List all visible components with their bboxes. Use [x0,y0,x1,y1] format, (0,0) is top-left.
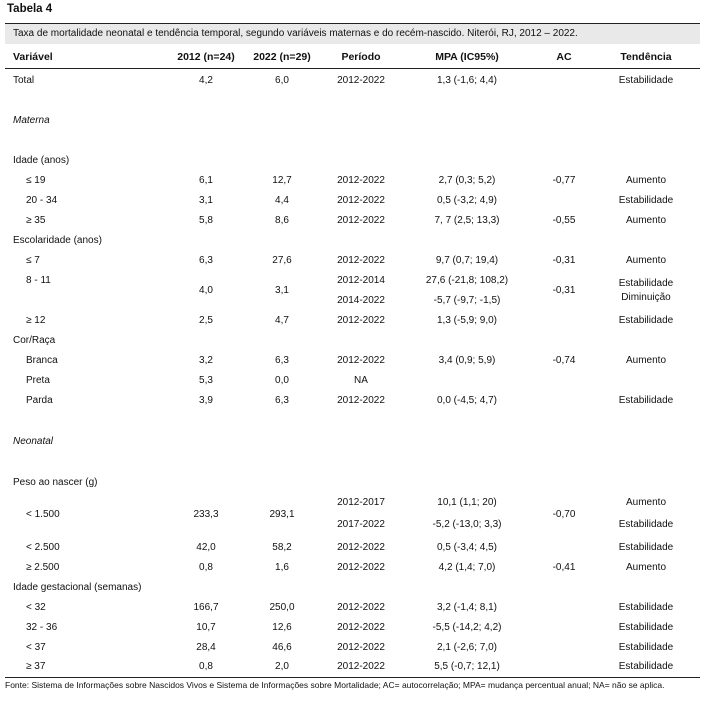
cell-periodo: 2012-2014 [337,275,385,286]
row-label: ≥ 12 [26,315,46,326]
cell-2022: 2,0 [275,661,289,672]
cell-tendencia: Estabilidade [618,315,674,326]
cell-mpa: 3,4 (0,9; 5,9) [438,355,496,366]
cell-periodo: 2012-2022 [337,175,385,186]
cell-tendencia: Aumento [625,355,667,366]
cell-tendencia: Estabilidade [618,542,674,553]
cell-mpa: 2,1 (-2,6; 7,0) [436,642,498,653]
cell-mpa: 7, 7 (2,5; 13,3) [434,215,500,226]
cell-mpa: 10,1 (1,1; 20) [437,497,497,508]
cell-2022: 6,3 [275,395,289,406]
cell-tendencia: Estabilidade [618,519,674,530]
cell-2012: 0,8 [199,661,213,672]
cell-periodo: 2012-2022 [337,661,385,672]
cell-mpa: 0,5 (-3,2; 4,9) [436,195,498,206]
header-2022: 2022 (n=29) [253,51,311,63]
cell-mpa: 0,0 (-4,5; 4,7) [436,395,498,406]
cell-periodo: 2014-2022 [337,295,385,306]
cell-tendencia: Estabilidade [618,642,674,653]
cell-2022: 4,7 [275,315,289,326]
cell-tendencia: Estabilidade [618,602,674,613]
cell-tendencia: Aumento [625,215,667,226]
group-idade: Idade (anos) [13,155,70,166]
cell-tendencia: Estabilidade [618,395,674,406]
row-label: Parda [26,395,53,406]
section-materna: Materna [13,115,50,126]
cell-2022: 0,0 [275,375,289,386]
cell-periodo: 2012-2017 [337,497,385,508]
cell-periodo: 2012-2022 [337,75,385,86]
header-mpa: MPA (IC95%) [435,51,499,63]
cell-tendencia: Estabilidade [618,195,674,206]
cell-2012: 6,3 [199,255,213,266]
caption-bar [5,23,700,44]
row-label: < 1.500 [26,509,60,520]
cell-periodo: 2012-2022 [337,195,385,206]
cell-2012: 233,3 [193,509,219,520]
cell-tendencia: Aumento [625,497,667,508]
cell-ac: -0,41 [552,562,576,573]
cell-2022: 12,6 [272,622,292,633]
cell-tendencia: Estabilidade [618,75,674,86]
cell-ac: -0,74 [552,355,576,366]
cell-tendencia: Aumento [625,562,667,573]
row-label: ≤ 7 [26,255,40,266]
row-label: < 37 [26,642,46,653]
cell-mpa: 1,3 (-5,9; 9,0) [436,315,498,326]
cell-2012: 5,3 [199,375,213,386]
cell-tendencia: Diminuição [621,292,671,303]
cell-mpa: -5,5 (-14,2; 4,2) [432,622,502,633]
row-label: ≥ 35 [26,215,46,226]
cell-2012: 5,8 [199,215,213,226]
cell-tendencia: Estabilidade [618,278,674,289]
row-label: 8 - 11 [26,275,51,286]
cell-tendencia: Aumento [625,255,667,266]
cell-2022: 58,2 [272,542,292,553]
cell-periodo: 2012-2022 [337,622,385,633]
cell-2022: 6,3 [275,355,289,366]
cell-periodo: NA [354,375,368,386]
header-variavel: Variável [13,51,53,63]
cell-2012: 166,7 [193,602,219,613]
row-label: < 32 [26,602,46,613]
row-label: ≤ 19 [26,175,46,186]
cell-ac: -0,70 [552,509,576,520]
cell-2022: 46,6 [272,642,292,653]
table-caption: Taxa de mortalidade neonatal e tendência temporal, segundo variáveis maternas e do recém-nascido. Niterói, RJ, 2012 – 2022. [13,28,578,39]
cell-2012: 3,9 [199,395,213,406]
cell-periodo: 2012-2022 [337,215,385,226]
cell-mpa: 4,2 (1,4; 7,0) [438,562,496,573]
cell-2012: 4,2 [199,75,213,86]
cell-2012: 42,0 [196,542,216,553]
group-escolaridade: Escolaridade (anos) [13,235,102,246]
cell-mpa: 2,7 (0,3; 5,2) [438,175,496,186]
cell-2012: 2,5 [199,315,213,326]
cell-mpa: 27,6 (-21,8; 108,2) [425,275,509,286]
cell-2022: 6,0 [275,75,289,86]
row-label: 20 - 34 [26,195,58,206]
row-label: ≥ 2.500 [26,562,60,573]
header-2012: 2012 (n=24) [177,51,235,63]
group-cor-raca: Cor/Raça [13,335,56,346]
cell-periodo: 2012-2022 [337,255,385,266]
cell-2012: 0,8 [199,562,213,573]
header-tendencia: Tendência [620,51,672,63]
cell-periodo: 2012-2022 [337,542,385,553]
cell-periodo: 2012-2022 [337,602,385,613]
cell-2012: 10,7 [196,622,216,633]
cell-mpa: -5,7 (-9,7; -1,5) [433,295,501,306]
row-label: Total [13,75,35,86]
cell-2022: 27,6 [272,255,292,266]
cell-periodo: 2012-2022 [337,315,385,326]
cell-2022: 250,0 [269,602,295,613]
cell-2022: 3,1 [275,285,289,296]
row-label: Branca [26,355,58,366]
cell-tendencia: Estabilidade [618,622,674,633]
header-ac: AC [556,51,572,63]
cell-ac: -0,55 [552,215,576,226]
cell-2012: 4,0 [199,285,213,296]
group-idade-gestacional: Idade gestacional (semanas) [13,582,142,593]
cell-tendencia: Aumento [625,175,667,186]
cell-mpa: 9,7 (0,7; 19,4) [435,255,499,266]
section-neonatal: Neonatal [13,436,54,447]
cell-mpa: 3,2 (-1,4; 8,1) [436,602,498,613]
cell-ac: -0,31 [552,255,576,266]
cell-mpa: -5,2 (-13,0; 3,3) [432,519,502,530]
cell-2022: 1,6 [275,562,289,573]
row-label: 32 - 36 [26,622,58,633]
cell-tendencia: Estabilidade [618,661,674,672]
row-label: Preta [26,375,50,386]
header-rule [5,68,700,69]
row-label: ≥ 37 [26,661,46,672]
group-peso: Peso ao nascer (g) [13,477,98,488]
cell-2012: 3,2 [199,355,213,366]
header-periodo: Período [341,51,381,63]
cell-periodo: 2012-2022 [337,562,385,573]
cell-ac: -0,77 [552,175,576,186]
cell-ac: -0,31 [552,285,576,296]
cell-mpa: 1,3 (-1,6; 4,4) [436,75,498,86]
bottom-rule [5,677,700,678]
cell-periodo: 2017-2022 [337,519,385,530]
cell-mpa: 0,5 (-3,4; 4,5) [436,542,498,553]
row-label: < 2.500 [26,542,60,553]
table-footnote: Fonte: Sistema de Informações sobre Nascidos Vivos e Sistema de Informações sobre Mortalidade; AC= autocorrelação; MPA= mudança percentual anual; NA= não se aplica. [5,680,665,690]
cell-2012: 3,1 [199,195,213,206]
cell-2022: 12,7 [272,175,292,186]
cell-2012: 6,1 [199,175,213,186]
cell-2022: 4,4 [275,195,289,206]
cell-mpa: 5,5 (-0,7; 12,1) [434,661,500,672]
cell-periodo: 2012-2022 [337,395,385,406]
table-title: Tabela 4 [7,3,53,15]
cell-2022: 8,6 [275,215,289,226]
cell-periodo: 2012-2022 [337,642,385,653]
cell-2012: 28,4 [196,642,216,653]
cell-periodo: 2012-2022 [337,355,385,366]
cell-2022: 293,1 [269,509,295,520]
